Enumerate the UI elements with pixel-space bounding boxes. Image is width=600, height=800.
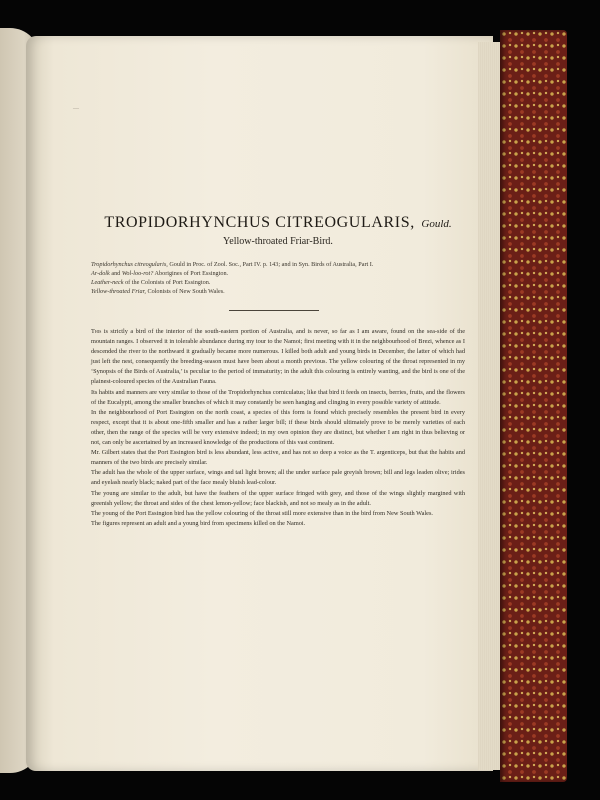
marbled-cover	[500, 30, 567, 782]
common-name: Yellow-throated Friar-Bird.	[223, 236, 333, 247]
species-author: Gould.	[421, 218, 452, 230]
species-name: TROPIDORHYNCHUS CITREOGULARIS,	[104, 214, 415, 231]
synonym-line	[91, 260, 465, 269]
paragraph	[91, 509, 465, 519]
synonym-italic: Tropidorhynchus citreogularis,	[91, 261, 168, 268]
paragraph-text: The young are similar to the adult, but have the feathers of the upper surface fringed with grey, and those of the wings slightly margined with greenish yellow; the throat and sides of the chest lemon-yellow; face blackish, and not so mealy as in the adult.	[91, 489, 465, 507]
synonym-text: Colonists of New South Wales.	[145, 288, 225, 295]
synonym-italic: Wol-loo-rot?	[121, 270, 154, 277]
paragraph	[91, 489, 465, 509]
folio-mark: —	[73, 106, 79, 112]
synonymy-block	[91, 260, 465, 296]
paragraph-text: The adult has the whole of the upper surface, wings and tail light brown; all the under surface pale greyish brown; bill and legs leaden olive; irides and eyelash nearly black; naked part of the face mealy bluish lead-colour.	[91, 469, 465, 487]
synonym-text: of the Colonists of Port Essington.	[123, 279, 211, 286]
species-title	[91, 214, 465, 232]
synonym-text: Gould in Proc. of Zool. Soc., Part IV. p. 143; and in Syn. Birds of Australia, Part I.	[167, 261, 374, 268]
synonym-line	[91, 269, 465, 278]
paragraph	[91, 519, 465, 529]
paragraph	[91, 408, 465, 448]
synonym-italic: Yellow-throated Friar,	[91, 288, 146, 295]
paragraph	[91, 468, 465, 488]
drop-lead: This	[91, 328, 102, 335]
paragraph-text: Mr. Gilbert states that the Port Essington bird is less abundant, less active, and has not so deep a voice as the T. argenticeps, but that the habits and manners of the two birds are precisely similar.	[91, 449, 465, 467]
paragraph-text: The young of the Port Essington bird has the yellow colouring of the throat still more extensive than in the bird from New South Wales.	[91, 509, 433, 517]
paragraph	[91, 448, 465, 468]
paragraph	[91, 327, 465, 388]
synonym-connector: and	[109, 270, 122, 277]
synonym-text: Aborigines of Port Essington.	[153, 270, 229, 277]
synonym-line	[91, 278, 465, 287]
body-text	[91, 327, 465, 529]
paragraph-text: In the neighbourhood of Port Essington on the north coast, a species of this form is found which precisely resembles the present bird in every respect, except that it is about one-fifth smaller and has a rather larger bill; if these birds should ultimately prove to be merely varieties of each other, then the range of the species will be very extensive indeed; in my own opinion they are distinct, but whether I am right in thus believing or not, can only be ascertained by an increased knowledge of the productions of this vast continent.	[91, 408, 465, 447]
synonym-line	[91, 287, 465, 296]
paragraph	[91, 388, 465, 408]
section-rule	[229, 310, 319, 311]
paragraph-text: The figures represent an adult and a young bird from specimens killed on the Namoi.	[91, 519, 306, 527]
synonym-italic: Ar-dolk	[91, 270, 110, 277]
synonym-italic: Leather-neck	[91, 279, 124, 286]
paragraph-text: Its habits and manners are very similar to those of the Tropidorhynchus corniculatus; like that bird it feeds on insects, berries, fruits, and the flowers of the Eucalypti, among the smaller branches of which it may constantly be seen hanging and clinging in every possible variety of attitude.	[91, 388, 465, 406]
paragraph-text: is strictly a bird of the interior of the south-eastern portion of Australia, and is never, so far as I am aware, found on the sea-side of the mountain ranges. I observed it in tolerable abundance during my tour to the Namoi; first meeting with it in the neighbourhood of Brezi, whence as I descended the river to the northward it gradually became more numerous. I killed both adult and young birds in December, the latter of which had just left the nest, consequently the breeding-season must have been about a month previous. The yellow colouring of the throat represented in my ‘Synopsis of the Birds of Australia,’ is peculiar to the period of immaturity; in the adult this colouring is entirely wanting, and the bird is one of the plainest-coloured species of the Australian Fauna.	[91, 328, 465, 386]
